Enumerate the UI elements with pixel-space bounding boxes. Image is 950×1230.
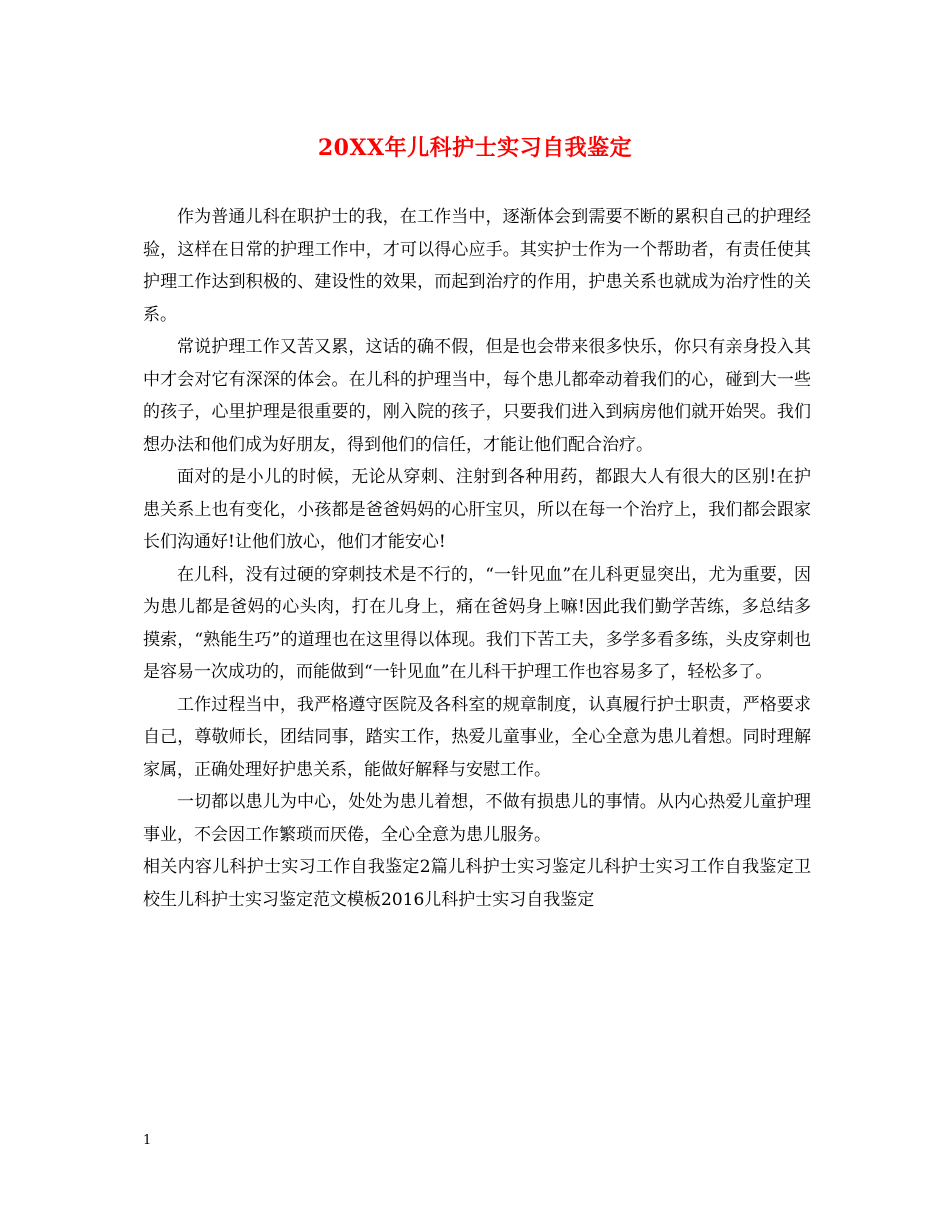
body-paragraph: 面对的是小儿的时候，无论从穿刺、注射到各种用药，都跟大人有很大的区别!在护患关系上也有变化，小孩都是爸爸妈妈的心肝宝贝，所以在每一个治疗上，我们都会跟家长们沟通好!让他们放心，他们才能安心! <box>143 467 811 552</box>
body-paragraph: 在儿科，没有过硬的穿刺技术是不行的，“一针见血”在儿科更显突出，尤为重要，因为患儿都是爸妈的心头肉，打在儿身上，痛在爸妈身上嘛!因此我们勤学苦练，多总结多摸索，“熟能生巧”的道理也在这里得以体现。我们下苦工夫，多学多看多练，头皮穿刺也是容易一次成功的，而能做到“一针见血”在儿科干护理工作也容易多了，轻松多了。 <box>143 564 811 682</box>
related-content: 相关内容儿科护士实习工作自我鉴定2篇儿科护士实习鉴定儿科护士实习工作自我鉴定卫校生儿科护士实习鉴定范文模板2016儿科护士实习自我鉴定 <box>143 857 811 910</box>
body-paragraph: 作为普通儿科在职护士的我，在工作当中，逐渐体会到需要不断的累积自己的护理经验，这样在日常的护理工作中，才可以得心应手。其实护士作为一个帮助者，有责任使其护理工作达到积极的、建设性的效果，而起到治疗的作用，护患关系也就成为治疗性的关系。 <box>143 207 811 325</box>
body-paragraph: 工作过程当中，我严格遵守医院及各科室的规章制度，认真履行护士职责，严格要求自己，尊敬师长，团结同事，踏实工作，热爱儿童事业，全心全意为患儿着想。同时理解家属，正确处理好护患关系，能做好解释与安慰工作。 <box>143 694 811 780</box>
body-paragraph: 一切都以患儿为中心，处处为患儿着想，不做有损患儿的事情。从内心热爱儿童护理事业，不会因工作繁琐而厌倦，全心全意为患儿服务。 <box>143 792 811 845</box>
body-paragraph: 常说护理工作又苦又累，这话的确不假，但是也会带来很多快乐，你只有亲身投入其中才会对它有深深的体会。在儿科的护理当中，每个患儿都牵动着我们的心，碰到大一些的孩子，心里护理是很重要的，刚入院的孩子，只要我们进入到病房他们就开始哭。我们想办法和他们成为好朋友，得到他们的信任，才能让他们配合治疗。 <box>143 337 811 455</box>
document-title: 20XX年儿科护士实习自我鉴定 <box>317 135 633 161</box>
page-number: 1 <box>143 1133 152 1148</box>
document-body <box>143 201 811 916</box>
